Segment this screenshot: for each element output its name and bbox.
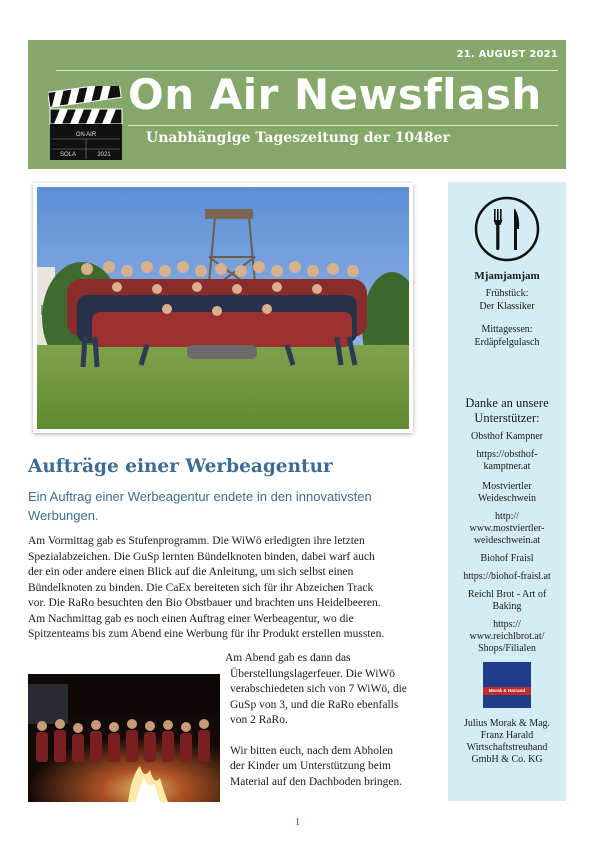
page-number: 1 [294,816,301,828]
sponsor-name: Reichl Brot - Art of [467,589,547,600]
clapperboard-logo-icon [48,86,124,162]
masthead [28,40,566,169]
newspaper-title: On Air Newsflash [128,70,542,119]
article-line: Spitzenteams bis zum Abend eine Werbung für ihr Produkt erstellen mussten. [28,628,385,640]
breakfast-value: Der Klassiker [479,301,535,312]
clapper-line1: ON AIR [75,132,97,138]
article-body-main [28,534,438,643]
sponsor-name: Baking [492,601,522,612]
logo-text: Morak & Harrand [488,688,526,693]
sponsor-name: Julius Morak & Mag. [463,718,551,729]
article-line: Spezialabzeichen. Die GuSp lernten Bündelknoten binden, dabei warf auch [28,550,375,563]
sponsor-link-obsthof[interactable]: kamptner.at [483,461,531,472]
sponsor-link-biohof[interactable]: https://biohof-fraisl.at [463,571,551,582]
sponsor-link-reichl[interactable]: Shops/Filialen [478,643,536,654]
article-line: Am Nachmittag gab es noch einen Auftrag einer Werbeagentur, wo die [28,612,354,625]
campfire-photo [28,674,220,802]
article-body-continued [225,651,440,790]
sponsor-link-obsthof[interactable]: https://obsthof- [476,449,538,460]
article-line: GuSp von 3, und die RaRo ebenfalls [230,698,399,711]
sponsor-link-mostviertler[interactable]: www.mostviertler- [469,523,545,534]
article-line: verabschiedeten sich von 7 WiWö, die [230,683,407,695]
article-line: Material auf den Dachboden bringen. [230,775,403,788]
group-photo [33,183,413,433]
masthead-rule-middle [128,125,558,126]
article-line: Wir bitten euch, nach dem Abholen [230,744,394,757]
article-line: vor. Die RaRo besuchten den Bio Obstbauer und brachten uns Heidelbeeren. [28,597,381,609]
group-photo-image [37,187,409,429]
sponsor-name: Weideschwein [477,493,537,504]
article-title: Aufträge einer Werbeagentur [28,456,333,477]
clapper-line2: SOLA [59,152,77,158]
newspaper-subtitle: Unabhängige Tageszeitung der 1048er [146,130,450,146]
sponsor-name: GmbH & Co. KG [471,754,543,765]
article-line: Bündelknoten zu binden. Die CaEx bereiteten sich für ihr Abzeichen Track [28,581,374,594]
clapper-line3: 2021 [97,152,111,158]
sponsor-name: Obsthof Kampner [471,431,543,442]
morak-harrand-logo [483,662,531,708]
sponsor-link-reichl[interactable]: https:// [493,619,521,630]
breakfast-label: Frühstück: [485,288,529,299]
article-line: Überstellungslagerfeuer. Die WiWö [230,667,396,680]
issue-date: 21. AUGUST 2021 [456,49,558,60]
sponsors-heading-line2: Unterstützer: [474,411,540,425]
sponsor-link-reichl[interactable]: www.reichlbrot.at/ [469,631,545,642]
menu-title: Mjamjamjam [474,270,540,282]
article-subtitle: Ein Auftrag einer Werbeagentur endete in den innovativsten Werbungen. [28,489,372,523]
sponsor-name: Wirtschaftstreuhand [466,742,548,753]
lunch-value: Erdäpfelgulasch [474,337,540,348]
sponsor-name: Franz Harald [480,730,534,741]
sponsors-heading-line1: Danke an unsere [465,396,549,410]
article-line: der Kinder um Unterstützung beim [230,760,391,772]
sidebar [448,182,566,801]
sponsor-link-mostviertler[interactable]: http:// [495,511,519,522]
lunch-label: Mittagessen: [481,324,533,335]
article-line: der ein oder andere einen Blick auf die Anleitung, um sich selbst einen [28,566,354,578]
article-line: von 2 RaRo. [230,714,288,726]
sponsor-name: Biohof Fraisl [480,553,534,564]
article-line: Am Vormittag gab es Stufenprogramm. Die WiWö erledigten ihre letzten [28,535,365,547]
article-line: Am Abend gab es dann das [225,652,351,664]
sponsor-name: Mostviertler [482,481,532,492]
sponsor-link-mostviertler[interactable]: weideschwein.at [473,535,541,546]
cutlery-icon [473,195,541,263]
